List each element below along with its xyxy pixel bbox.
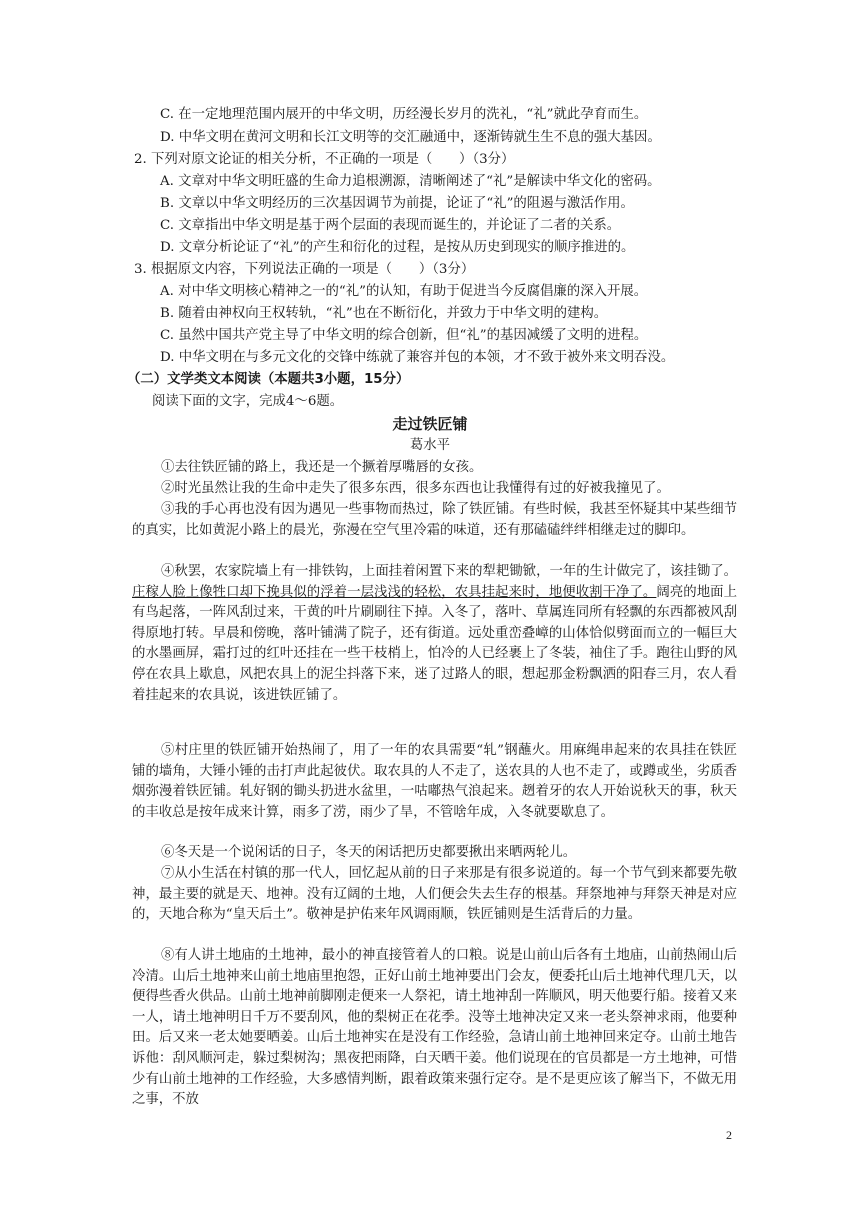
paragraph-6-text: ⑥冬天是一个说闲话的日子，冬天的闲话把历史都要揪出来晒两轮儿。 [161,845,577,860]
page-number: 2 [726,1128,732,1142]
paragraph-8-text: ⑧有人讲土地庙的土地神，最小的神直接管着人的口粮。说是山前山后各有土地庙，山前热闹山后冷清。山后土地神来山前土地庙里抱怨，正好山前土地神要出门会友，便委托山后土地神代理几天，以便得些香火供品。山前土地神前脚刚走便来一人祭祀，请土地神刮一阵顺风，明天他要行船。接着又来一人，请土地神明日千万不要刮风，他的梨树正在花季。没等土地神决定又来一老头祭神求雨，他要种田。后又来一老太她要晒姜。山后土地神实在是没有工作经验，急请山前土地神回来定夺。山前土地告诉他：刮风顺河走，躲过梨树沟；黑夜把雨降，白天晒干姜。他们说现在的官员都是一方土地神，可惜少有山前土地神的工作经验，大多感情判断，跟着政策来强行定夺。是不是更应该了解当下，不做无用之事，不放 [132,948,737,1108]
paragraph-3-text: ③我的手心再也没有因为遇见一些事物而热过，除了铁匠铺。有些时候，我甚至怀疑其中某些细节的真实，比如黄泥小路上的晨光，弥漫在空气里冷霜的味道，还有那磕磕绊绊相继走过的脚印。 [132,502,737,538]
paragraph-4-text [132,562,737,706]
q2-option-c: C. 文章指出中华文明是基于两个层面的表现而诞生的，并论证了二者的关系。 [160,218,621,233]
q3-option-b: B. 随着由神权向王权转轨，“礼”也在不断衍化，并致力于中华文明的建构。 [160,306,608,321]
q3-stem: 3. 根据原文内容，下列说法正确的一项是（ ）（3分） [134,262,475,277]
passage-title: 走过铁匠铺 [392,415,468,433]
section-heading: （二）文学类文本阅读（本题共3小题，15分） [127,372,410,387]
q2-stem: 2. 下列对原文论证的相关分析，不正确的一项是（ ）（3分） [134,152,515,167]
paragraph-4-part-b: 阔亮的地面上有鸟起落，一阵风刮过来，干黄的叶片刷刷往下掉。入冬了，落叶、草属连同所有轻飘的东西都被风刮得原地打转。早晨和傍晚，落叶铺满了院子，还有街道。远处重峦叠嶂的山体恰似劈面而立的一幅巨大的水墨画屏，霜打过的红叶还挂在一些干枝梢上，怕冷的人已经裹上了冬装，袖住了手。跑往山野的风停在农具上歇息，风把农具上的泥尘抖落下来，迷了过路人的眼，想起那金粉飘洒的阳春三月，农人看着挂起来的农具说，该进铁匠铺了。 [132,584,738,703]
paragraph-6 [0,843,737,864]
q1-option-d: D. 中华文明在黄河文明和长江文明等的交汇融通中，逐渐铸就生生不息的强大基因。 [160,130,661,145]
paragraph-2-text: ②时光虽然让我的生命中走失了很多东西，很多东西也让我懂得有过的好被我撞见了。 [161,481,670,496]
paragraph-4 [0,562,737,706]
q2-option-a: A. 文章对中华文明旺盛的生命力追根溯源，清晰阐述了“礼”是解读中华文化的密码。 [160,174,661,189]
paragraph-4-underlined: 庄稼人脸上像牲口却下挽具似的浮着一层浅浅的轻松，农具挂起来时，地便收割干净了。 [132,584,657,600]
q1-option-c: C. 在一定地理范围内展开的中华文明，历经漫长岁月的洗礼，“礼”就此孕育而生。 [160,107,648,122]
paragraph-8 [0,946,737,1111]
paragraph-1-text: ①去往铁匠铺的路上，我还是一个撅着厚嘴唇的女孩。 [161,460,483,475]
q3-option-c: C. 虽然中国共产党主导了中华文明的综合创新，但“礼”的基因减缓了文明的进程。 [160,328,648,343]
paragraph-4-part-a: ④秋罢，农家院墙上有一排铁钩，上面挂着闲置下来的犁耙锄锨，一年的生计做完了，该挂锄了。 [161,564,737,579]
q3-option-a: A. 对中华文明核心精神之一的“礼”的认知，有助于促进当今反腐倡廉的深入开展。 [160,284,648,299]
paragraph-7 [0,864,737,926]
paragraph-2 [0,479,737,500]
passage-author: 葛水平 [409,438,451,453]
paragraph-5-text: ⑤村庄里的铁匠铺开始热闹了，用了一年的农具需要“轧”钢蘸火。用麻绳串起来的农具挂在铁匠铺的墙角，大锤小锤的击打声此起彼伏。取农具的人不走了，送农具的人也不走了，或蹲或坐，劣质香烟弥漫着铁匠铺。轧好钢的锄头扔进水盆里，一咕嘟热气浪起来。趔着牙的农人开始说秋天的事，秋天的丰收总是按年成来计算，雨多了涝，雨少了旱，不管啥年成，入冬就要歇息了。 [132,743,737,820]
q3-option-d: D. 中华文明在与多元文化的交锋中练就了兼容并包的本领，才不致于被外来文明吞没。 [160,350,675,365]
paragraph-1 [0,458,737,479]
q2-option-d: D. 文章分析论证了“礼”的产生和衍化的过程，是按从历史到现实的顺序推进的。 [160,240,635,255]
section-intro: 阅读下面的文字，完成4～6题。 [152,394,344,409]
paragraph-5 [0,741,737,823]
paragraph-7-text: ⑦从小生活在村镇的那一代人，回忆起从前的日子来那是有很多说道的。每一个节气到来都要先敬神，最主要的就是天、地神。没有辽阔的土地，人们便会失去生存的根基。拜祭地神与拜祭天神是对应的，天地合称为“皇天后土”。敬神是护佑来年风调雨顺，铁匠铺则是生活背后的力量。 [132,866,737,923]
paragraph-3 [0,500,737,541]
q2-option-b: B. 文章以中华文明经历的三次基因调节为前提，论证了“礼”的阻遏与激活作用。 [160,196,634,211]
